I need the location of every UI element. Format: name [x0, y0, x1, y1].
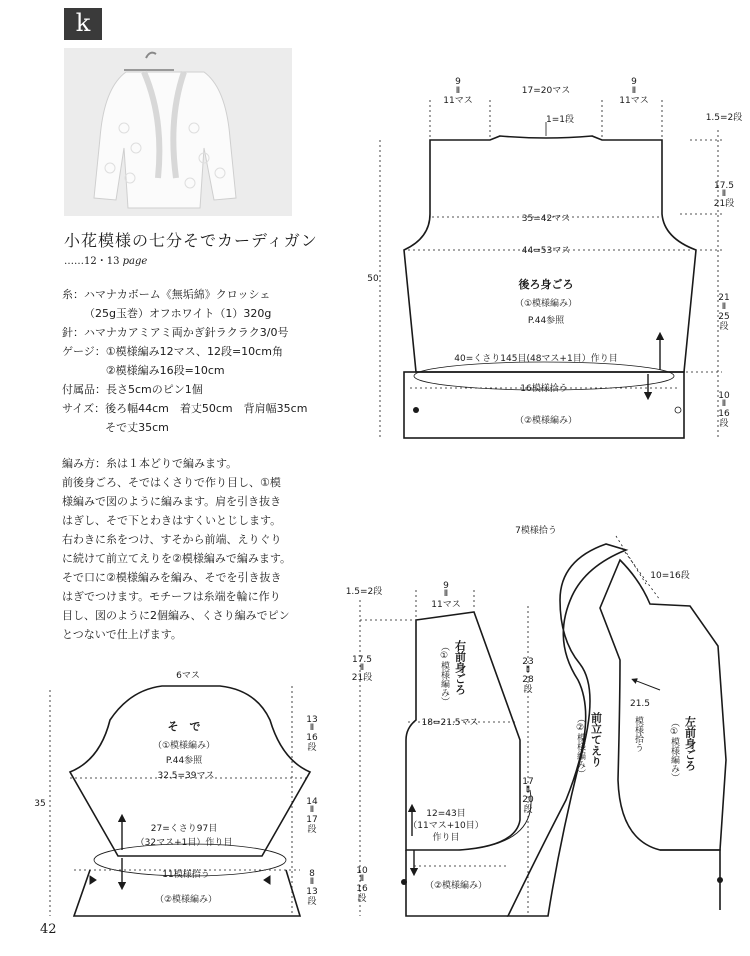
back-armhole-cm: 17.5 [713, 181, 735, 191]
equals-mark: Ⅱ [721, 302, 727, 312]
back-pattern: （①模様編み） [514, 299, 578, 309]
spec-label: 糸： [62, 288, 84, 301]
sleeve-seam-count: 17 [306, 815, 318, 825]
back-pick: 16模様拾う [520, 384, 568, 394]
equals-mark: Ⅱ [455, 86, 461, 96]
front-lower-cm: 17 [522, 777, 534, 787]
instruction-line: 編み方：糸は１本どりで編みます。 [62, 457, 238, 470]
spec-value: ハマナカボーム《無垢綿》クロッシェ [84, 288, 271, 301]
front-lower-unit: 段 [523, 805, 533, 815]
sleeve-cap-count: 16 [306, 733, 318, 743]
front-lower-count: 20 [522, 795, 534, 805]
back-height: 50 [367, 274, 379, 284]
instruction-line: 様編みで図のように編みます。肩を引き抜き [62, 495, 282, 508]
back-side-count: 25 [718, 312, 730, 322]
equals-mark: Ⅱ [721, 399, 727, 409]
front-width: 18=21.5マス [421, 718, 479, 728]
equals-mark: Ⅱ [631, 86, 637, 96]
spec-label: 付属品： [62, 383, 106, 396]
band-pattern: （②模様編み） [575, 714, 585, 778]
sleeve-chain-2: （32マス+1目）作り目 [135, 838, 233, 848]
right-front-title: 右前身ごろ [453, 640, 467, 695]
band-pick-cm: 21.5 [629, 699, 651, 709]
back-side-cm: 21 [718, 293, 730, 303]
sleeve-seam-unit: 段 [307, 825, 317, 835]
spec-value: （25g玉巻）オフホワイト（1）320g [84, 307, 272, 320]
back-neck-rows: 1=1段 [546, 115, 574, 125]
instruction-line: に続けて前立てえりを②模様編みで編みます。 [62, 552, 291, 565]
band-title: 前立てえり [589, 712, 603, 767]
sleeve-height: 35 [34, 799, 46, 809]
sleeve-cuff-cm: 8 [309, 869, 315, 879]
equals-mark: Ⅱ [721, 189, 727, 199]
back-top-left-cm: 9 [455, 77, 461, 87]
front-hem-pattern: （②模様編み） [424, 881, 488, 891]
left-front-pattern: （①模様編み） [669, 718, 679, 782]
page-reference-pages: ……12・13 [64, 256, 120, 267]
back-body-labels [367, 77, 742, 429]
sleeve-cap-cm: 13 [306, 715, 318, 725]
instruction-line: 目し、図のように2個編み、くさり編みでピン [62, 609, 290, 622]
sleeve-chain-1: 27=くさり97目 [150, 824, 218, 834]
instruction-line: とつないで仕上げます。 [62, 628, 182, 641]
front-top-count: 11マス [431, 600, 461, 610]
front-collar-rows: 10=16段 [650, 571, 690, 581]
front-top-cm: 9 [443, 581, 449, 591]
sleeve-cuff-pattern: （②模様編み） [154, 895, 218, 905]
front-body-labels [346, 524, 697, 904]
front-shoulder-rows: 1.5=2段 [345, 587, 383, 597]
front-pick-7: 7模様拾う [515, 526, 557, 536]
back-chain: 40=くさり145目(48マス+1目）作り目 [454, 354, 618, 364]
front-armhole-rows: 21段 [351, 673, 373, 683]
equals-mark: Ⅱ [525, 665, 531, 675]
equals-mark: Ⅱ [309, 877, 315, 887]
sleeve-cuff-count: 13 [306, 887, 318, 897]
front-depth-cm: 23 [522, 657, 534, 667]
front-hem-unit: 段 [357, 894, 367, 904]
front-depth-unit: 段 [523, 685, 533, 695]
equals-mark: Ⅱ [359, 663, 365, 673]
equals-mark: Ⅱ [359, 874, 365, 884]
front-depth-count: 28 [522, 675, 534, 685]
back-shoulder-rows: 1.5=2段 [705, 113, 743, 123]
sleeve-ref: P.44参照 [165, 756, 203, 766]
back-title: 後ろ身ごろ [518, 278, 574, 291]
back-hem-pattern: （②模様編み） [514, 416, 578, 426]
sleeve-cap-unit: 段 [307, 743, 317, 753]
back-bust-width: 44=53マス [521, 246, 571, 256]
back-shoulder-width: 35=42マス [521, 214, 571, 224]
right-front-pattern: （①模様編み） [439, 642, 449, 706]
page-number: 42 [40, 922, 57, 937]
spec-value: ①模様編み12マス、12段=10cm角 [105, 345, 283, 358]
back-top-right-cm: 9 [631, 77, 637, 87]
front-hem-cm: 10 [356, 866, 368, 876]
back-top-left-count: 11マス [443, 96, 473, 106]
sleeve-title: そ で [167, 720, 201, 733]
instruction-line: 前後身ごろ、そではくさりで作り目し、①模 [62, 476, 281, 489]
back-hem-cm: 10 [718, 391, 730, 401]
equals-mark: Ⅱ [309, 723, 315, 733]
instruction-line: はぎし、そで下とわきはすくいとじします。 [62, 514, 282, 527]
spec-label: ゲージ： [62, 345, 106, 358]
back-ref: P.44参照 [527, 316, 565, 326]
sleeve-cuff-unit: 段 [307, 897, 317, 907]
pattern-title: 小花模様の七分そでカーディガン [64, 231, 318, 250]
spec-value: 後ろ幅44cm 着丈50cm 背肩幅35cm [105, 402, 308, 415]
spec-value: ②模様編み16段=10cm [105, 364, 225, 377]
section-badge: k [64, 8, 102, 40]
back-side-unit: 段 [719, 322, 729, 332]
front-chain-1: 12=43目 [426, 809, 466, 819]
spec-label: サイズ： [62, 402, 106, 415]
sleeve-pattern: （①模様編み） [152, 741, 216, 751]
equals-mark: Ⅱ [443, 589, 449, 599]
left-front-title: 左前身ごろ [683, 716, 697, 771]
front-armhole-cm: 17.5 [351, 655, 373, 665]
sleeve-labels [34, 671, 318, 907]
sleeve-width: 32.5=39マス [157, 771, 215, 781]
spec-value: 長さ5cmのピン1個 [106, 383, 203, 396]
front-chain-2: （11マス+10目） [408, 821, 484, 831]
page-reference-word: page [122, 256, 148, 267]
spec-value: ハマナカアミアミ両かぎ針ラクラク3/0号 [84, 326, 289, 339]
back-armhole-rows: 21段 [713, 199, 735, 209]
sleeve-seam-cm: 14 [306, 797, 318, 807]
spec-label: 針： [62, 326, 84, 339]
back-top-right-count: 11マス [619, 96, 649, 106]
equals-mark: Ⅱ [309, 805, 315, 815]
equals-mark: Ⅱ [525, 785, 531, 795]
sleeve-top: 6マス [176, 671, 200, 681]
front-hem-count: 16 [356, 884, 368, 894]
back-neck-width: 17=20マス [521, 86, 571, 96]
instruction-line: 右わきに糸をつけ、すそから前端、えりぐり [62, 533, 282, 546]
instruction-line: そで口に②模様編みを編み、そでを引き抜き [62, 571, 282, 584]
front-chain-3: 作り目 [432, 833, 460, 843]
spec-value: そで丈35cm [105, 421, 169, 434]
back-hem-count: 16 [718, 409, 730, 419]
band-pick-label: 模様拾う [633, 716, 643, 752]
sleeve-pick: 11模様拾う [162, 870, 210, 880]
instruction-line: はぎでつけます。モチーフは糸端を輪に作り [62, 590, 281, 603]
back-hem-unit: 段 [719, 419, 729, 429]
